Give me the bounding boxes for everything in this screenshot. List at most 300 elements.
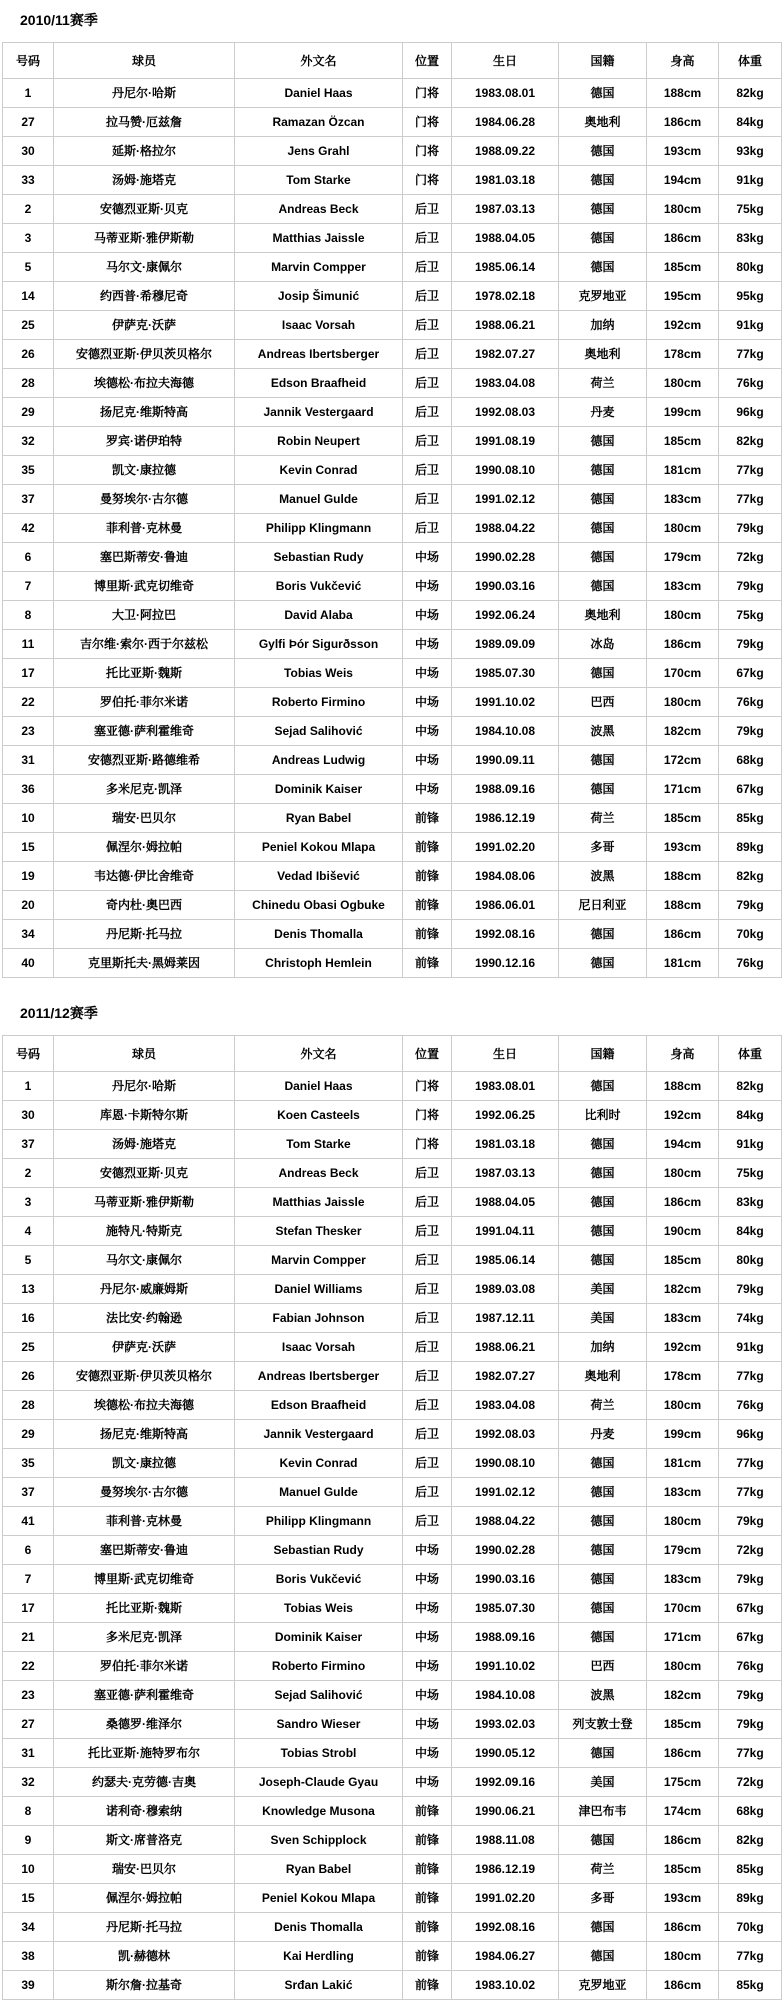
table-cell: 186cm	[647, 1187, 719, 1216]
table-cell: Fabian Johnson	[235, 1303, 403, 1332]
table-row	[3, 1738, 782, 1767]
col-header-birthday: 生日	[452, 42, 559, 78]
table-cell: 20	[3, 890, 54, 919]
table-cell: 89kg	[719, 1883, 782, 1912]
table-cell: 前锋	[403, 890, 452, 919]
table-cell: 后卫	[403, 339, 452, 368]
table-cell: 德国	[559, 484, 647, 513]
table-cell: 1987.12.11	[452, 1303, 559, 1332]
table-cell: 凯文·康拉德	[54, 1448, 235, 1477]
table-cell: 188cm	[647, 861, 719, 890]
table-cell: Robin Neupert	[235, 426, 403, 455]
table-cell: 1984.06.28	[452, 107, 559, 136]
table-cell: 奥地利	[559, 600, 647, 629]
table-cell: 丹尼尔·威廉姆斯	[54, 1274, 235, 1303]
table-cell: 23	[3, 1680, 54, 1709]
table-cell: 21	[3, 1622, 54, 1651]
table-cell: 后卫	[403, 1332, 452, 1361]
table-cell: 巴西	[559, 1651, 647, 1680]
table-cell: 188cm	[647, 1071, 719, 1100]
table-cell: 1985.07.30	[452, 1593, 559, 1622]
table-cell: 1988.04.22	[452, 513, 559, 542]
table-cell: Knowledge Musona	[235, 1796, 403, 1825]
table-cell: 1991.02.12	[452, 484, 559, 513]
table-cell: 1992.08.16	[452, 1912, 559, 1941]
table-cell: 后卫	[403, 1303, 452, 1332]
table-cell: 183cm	[647, 1303, 719, 1332]
table-row	[3, 1100, 782, 1129]
table-row	[3, 78, 782, 107]
table-cell: 施特凡·特斯克	[54, 1216, 235, 1245]
col-header-foreign-name: 外文名	[235, 42, 403, 78]
table-cell: 27	[3, 1709, 54, 1738]
table-cell: 德国	[559, 774, 647, 803]
table-cell: 183cm	[647, 1564, 719, 1593]
table-cell: 荷兰	[559, 1390, 647, 1419]
table-cell: 后卫	[403, 223, 452, 252]
table-cell: 188cm	[647, 78, 719, 107]
table-cell: 84kg	[719, 1100, 782, 1129]
table-cell: 15	[3, 832, 54, 861]
table-cell: 美国	[559, 1303, 647, 1332]
table-row	[3, 803, 782, 832]
table-cell: 1983.04.08	[452, 1390, 559, 1419]
table-cell: 德国	[559, 426, 647, 455]
table-cell: 中场	[403, 571, 452, 600]
table-row	[3, 165, 782, 194]
table-cell: 25	[3, 1332, 54, 1361]
table-cell: 德国	[559, 1216, 647, 1245]
table-cell: 中场	[403, 1564, 452, 1593]
table-cell: 中场	[403, 1767, 452, 1796]
table-row	[3, 1448, 782, 1477]
table-cell: 199cm	[647, 397, 719, 426]
table-cell: 1988.06.21	[452, 1332, 559, 1361]
table-cell: 冰岛	[559, 629, 647, 658]
table-cell: 中场	[403, 1593, 452, 1622]
table-cell: 82kg	[719, 78, 782, 107]
table-cell: Andreas Beck	[235, 194, 403, 223]
table-cell: 前锋	[403, 1796, 452, 1825]
table-cell: Peniel Kokou Mlapa	[235, 1883, 403, 1912]
season-title-2011-12: 2011/12赛季	[20, 1004, 98, 1021]
table-cell: 后卫	[403, 194, 452, 223]
table-cell: Koen Casteels	[235, 1100, 403, 1129]
table-row	[3, 252, 782, 281]
table-cell: 凯文·康拉德	[54, 455, 235, 484]
table-cell: Stefan Thesker	[235, 1216, 403, 1245]
table-cell: 后卫	[403, 281, 452, 310]
table-cell: 塞巴斯蒂安·鲁迪	[54, 1535, 235, 1564]
table-cell: 前锋	[403, 948, 452, 977]
table-cell: 27	[3, 107, 54, 136]
table-cell: 84kg	[719, 1216, 782, 1245]
table-cell: 扬尼克·维斯特高	[54, 1419, 235, 1448]
table-cell: Sebastian Rudy	[235, 1535, 403, 1564]
table-cell: 德国	[559, 1535, 647, 1564]
table-cell: 1986.12.19	[452, 803, 559, 832]
table-cell: 79kg	[719, 1564, 782, 1593]
table-cell: 韦达德·伊比舍维奇	[54, 861, 235, 890]
table-cell: 前锋	[403, 803, 452, 832]
table-cell: 31	[3, 745, 54, 774]
table-cell: Denis Thomalla	[235, 1912, 403, 1941]
table-cell: 28	[3, 1390, 54, 1419]
table-cell: 多米尼克·凯泽	[54, 774, 235, 803]
table-cell: 3	[3, 1187, 54, 1216]
table-cell: 1992.09.16	[452, 1767, 559, 1796]
table-cell: 7	[3, 1564, 54, 1593]
table-cell: Daniel Haas	[235, 78, 403, 107]
table-cell: 1985.07.30	[452, 658, 559, 687]
table-cell: Kai Herdling	[235, 1941, 403, 1970]
table-cell: 6	[3, 1535, 54, 1564]
table-cell: 罗伯托·菲尔米诺	[54, 1651, 235, 1680]
season-section-2010-11	[0, 12, 783, 978]
table-cell: Marvin Compper	[235, 1245, 403, 1274]
table-row	[3, 223, 782, 252]
table-cell: David Alaba	[235, 600, 403, 629]
table-cell: 1988.04.22	[452, 1506, 559, 1535]
table-cell: 塞亚德·萨利霍维奇	[54, 716, 235, 745]
table-row	[3, 1651, 782, 1680]
table-cell: Boris Vukčević	[235, 571, 403, 600]
table-cell: 82kg	[719, 1071, 782, 1100]
table-cell: 1990.08.10	[452, 455, 559, 484]
table-cell: Matthias Jaissle	[235, 223, 403, 252]
table-cell: 11	[3, 629, 54, 658]
table-cell: 180cm	[647, 1651, 719, 1680]
col-header-position: 位置	[403, 42, 452, 78]
table-cell: 1991.10.02	[452, 1651, 559, 1680]
table-cell: 1993.02.03	[452, 1709, 559, 1738]
table-cell: 186cm	[647, 629, 719, 658]
table-cell: 中场	[403, 745, 452, 774]
table-cell: 菲利普·克林曼	[54, 513, 235, 542]
table-cell: 马尔文·康佩尔	[54, 252, 235, 281]
table-cell: 中场	[403, 629, 452, 658]
table-cell: 174cm	[647, 1796, 719, 1825]
table-cell: 波黑	[559, 716, 647, 745]
table-row	[3, 1941, 782, 1970]
table-cell: 37	[3, 1477, 54, 1506]
table-cell: 172cm	[647, 745, 719, 774]
table-cell: 75kg	[719, 600, 782, 629]
table-cell: 1988.09.16	[452, 1622, 559, 1651]
squad-table-body-2011-12	[3, 1071, 782, 1999]
table-cell: 1989.03.08	[452, 1274, 559, 1303]
table-row	[3, 1187, 782, 1216]
table-cell: 1981.03.18	[452, 1129, 559, 1158]
table-cell: 7	[3, 571, 54, 600]
table-cell: 75kg	[719, 1158, 782, 1187]
table-cell: Marvin Compper	[235, 252, 403, 281]
table-cell: 181cm	[647, 455, 719, 484]
table-cell: Manuel Gulde	[235, 484, 403, 513]
table-cell: 79kg	[719, 1274, 782, 1303]
table-cell: 1	[3, 1071, 54, 1100]
table-row	[3, 339, 782, 368]
table-cell: 托比亚斯·魏斯	[54, 1593, 235, 1622]
table-cell: 185cm	[647, 426, 719, 455]
table-cell: 后卫	[403, 1216, 452, 1245]
table-cell: 埃德松·布拉夫海德	[54, 368, 235, 397]
table-cell: Jens Grahl	[235, 136, 403, 165]
table-cell: 93kg	[719, 136, 782, 165]
table-cell: 曼努埃尔·古尔德	[54, 484, 235, 513]
table-cell: 39	[3, 1970, 54, 1999]
table-cell: 192cm	[647, 1100, 719, 1129]
table-cell: 171cm	[647, 1622, 719, 1651]
table-cell: Edson Braafheid	[235, 368, 403, 397]
table-cell: 后卫	[403, 1187, 452, 1216]
table-cell: 后卫	[403, 397, 452, 426]
table-cell: 178cm	[647, 339, 719, 368]
table-cell: 德国	[559, 1738, 647, 1767]
table-cell: 82kg	[719, 861, 782, 890]
table-cell: 荷兰	[559, 1854, 647, 1883]
table-cell: 拉马赞·厄兹詹	[54, 107, 235, 136]
table-cell: 8	[3, 1796, 54, 1825]
table-cell: 门将	[403, 1129, 452, 1158]
table-cell: 80kg	[719, 1245, 782, 1274]
table-cell: 67kg	[719, 1593, 782, 1622]
table-cell: 前锋	[403, 1941, 452, 1970]
table-cell: 185cm	[647, 252, 719, 281]
table-cell: 丹麦	[559, 1419, 647, 1448]
table-cell: 37	[3, 1129, 54, 1158]
table-cell: 83kg	[719, 1187, 782, 1216]
table-row	[3, 1680, 782, 1709]
table-cell: 德国	[559, 252, 647, 281]
table-row	[3, 948, 782, 977]
table-cell: 德国	[559, 1158, 647, 1187]
table-cell: 195cm	[647, 281, 719, 310]
table-cell: 1990.02.28	[452, 542, 559, 571]
table-cell: 79kg	[719, 1506, 782, 1535]
table-cell: Ryan Babel	[235, 1854, 403, 1883]
table-row	[3, 513, 782, 542]
table-cell: 安德烈亚斯·贝克	[54, 1158, 235, 1187]
table-row	[3, 1361, 782, 1390]
table-cell: 津巴布韦	[559, 1796, 647, 1825]
table-cell: 67kg	[719, 1622, 782, 1651]
table-cell: 32	[3, 1767, 54, 1796]
table-cell: Sven Schipplock	[235, 1825, 403, 1854]
table-cell: Daniel Haas	[235, 1071, 403, 1100]
table-row	[3, 832, 782, 861]
table-cell: 后卫	[403, 1506, 452, 1535]
table-cell: 中场	[403, 1738, 452, 1767]
table-cell: 79kg	[719, 629, 782, 658]
table-cell: 汤姆·施塔克	[54, 165, 235, 194]
table-cell: 194cm	[647, 165, 719, 194]
table-cell: 美国	[559, 1274, 647, 1303]
table-cell: 后卫	[403, 1158, 452, 1187]
table-cell: 德国	[559, 1825, 647, 1854]
table-cell: 77kg	[719, 1477, 782, 1506]
table-cell: 180cm	[647, 1941, 719, 1970]
table-row	[3, 1593, 782, 1622]
table-cell: 79kg	[719, 513, 782, 542]
table-row	[3, 107, 782, 136]
table-cell: Edson Braafheid	[235, 1390, 403, 1419]
table-cell: 塞巴斯蒂安·鲁迪	[54, 542, 235, 571]
table-header-row	[3, 42, 782, 78]
squad-table-2010-11	[2, 42, 782, 978]
table-cell: 34	[3, 919, 54, 948]
table-cell: 1	[3, 78, 54, 107]
table-cell: Peniel Kokou Mlapa	[235, 832, 403, 861]
table-cell: Isaac Vorsah	[235, 310, 403, 339]
table-row	[3, 1796, 782, 1825]
table-cell: Andreas Ibertsberger	[235, 1361, 403, 1390]
table-cell: 192cm	[647, 1332, 719, 1361]
table-cell: 后卫	[403, 252, 452, 281]
table-row	[3, 1274, 782, 1303]
table-cell: 前锋	[403, 1970, 452, 1999]
table-cell: 斯尔詹·拉基奇	[54, 1970, 235, 1999]
table-cell: Josip Šimunić	[235, 281, 403, 310]
table-cell: 中场	[403, 774, 452, 803]
table-cell: Jannik Vestergaard	[235, 1419, 403, 1448]
table-cell: 91kg	[719, 1129, 782, 1158]
table-row	[3, 1129, 782, 1158]
table-cell: 85kg	[719, 1854, 782, 1883]
table-cell: 79kg	[719, 890, 782, 919]
table-cell: 瑞安·巴贝尔	[54, 1854, 235, 1883]
table-cell: 5	[3, 1245, 54, 1274]
table-cell: 1981.03.18	[452, 165, 559, 194]
table-row	[3, 1709, 782, 1738]
table-cell: 1992.06.24	[452, 600, 559, 629]
table-cell: 178cm	[647, 1361, 719, 1390]
table-cell: 186cm	[647, 1825, 719, 1854]
table-cell: 1990.09.11	[452, 745, 559, 774]
table-cell: 193cm	[647, 832, 719, 861]
table-cell: 前锋	[403, 919, 452, 948]
table-cell: 95kg	[719, 281, 782, 310]
table-cell: Christoph Hemlein	[235, 948, 403, 977]
table-cell: 德国	[559, 165, 647, 194]
table-cell: 德国	[559, 513, 647, 542]
table-cell: 182cm	[647, 1680, 719, 1709]
table-cell: 门将	[403, 107, 452, 136]
table-cell: Tobias Weis	[235, 1593, 403, 1622]
table-cell: 德国	[559, 658, 647, 687]
table-cell: 72kg	[719, 1535, 782, 1564]
season-title-2010-11: 2010/11赛季	[20, 12, 98, 28]
table-cell: 3	[3, 223, 54, 252]
table-cell: 1990.02.28	[452, 1535, 559, 1564]
table-row	[3, 1564, 782, 1593]
table-cell: Sandro Wieser	[235, 1709, 403, 1738]
table-row	[3, 890, 782, 919]
table-cell: 77kg	[719, 455, 782, 484]
col-header-nationality: 国籍	[559, 1035, 647, 1071]
table-cell: 89kg	[719, 832, 782, 861]
table-cell: 171cm	[647, 774, 719, 803]
table-cell: 德国	[559, 1941, 647, 1970]
table-row	[3, 194, 782, 223]
table-cell: 29	[3, 1419, 54, 1448]
table-cell: Sebastian Rudy	[235, 542, 403, 571]
table-cell: 34	[3, 1912, 54, 1941]
table-cell: Philipp Klingmann	[235, 1506, 403, 1535]
table-cell: 72kg	[719, 1767, 782, 1796]
table-cell: 35	[3, 455, 54, 484]
table-cell: 77kg	[719, 1448, 782, 1477]
table-cell: 前锋	[403, 1883, 452, 1912]
table-cell: 76kg	[719, 948, 782, 977]
table-cell: 大卫·阿拉巴	[54, 600, 235, 629]
table-cell: 后卫	[403, 1245, 452, 1274]
table-cell: 199cm	[647, 1419, 719, 1448]
table-cell: 19	[3, 861, 54, 890]
table-row	[3, 629, 782, 658]
table-cell: 91kg	[719, 310, 782, 339]
table-cell: 1991.02.12	[452, 1477, 559, 1506]
table-cell: Srđan Lakić	[235, 1970, 403, 1999]
table-cell: 96kg	[719, 1419, 782, 1448]
table-cell: 193cm	[647, 1883, 719, 1912]
season-section-2011-12	[0, 1005, 783, 2000]
table-cell: 托比亚斯·施特罗布尔	[54, 1738, 235, 1767]
table-cell: 1983.10.02	[452, 1970, 559, 1999]
table-cell: 约瑟夫·克劳德·吉奥	[54, 1767, 235, 1796]
table-cell: 丹尼尔·哈斯	[54, 78, 235, 107]
table-cell: 德国	[559, 919, 647, 948]
table-cell: 185cm	[647, 1854, 719, 1883]
table-cell: 前锋	[403, 1854, 452, 1883]
table-row	[3, 571, 782, 600]
table-cell: 1992.06.25	[452, 1100, 559, 1129]
table-cell: 2	[3, 194, 54, 223]
table-cell: 6	[3, 542, 54, 571]
table-cell: 德国	[559, 1506, 647, 1535]
table-cell: 82kg	[719, 426, 782, 455]
table-cell: 79kg	[719, 1680, 782, 1709]
table-cell: 42	[3, 513, 54, 542]
table-cell: 10	[3, 803, 54, 832]
table-cell: 85kg	[719, 803, 782, 832]
table-cell: 180cm	[647, 513, 719, 542]
table-cell: 170cm	[647, 658, 719, 687]
table-cell: 1983.04.08	[452, 368, 559, 397]
table-cell: 中场	[403, 600, 452, 629]
table-cell: 1988.04.05	[452, 223, 559, 252]
table-cell: 8	[3, 600, 54, 629]
table-cell: 1984.06.27	[452, 1941, 559, 1970]
table-cell: 德国	[559, 745, 647, 774]
col-header-foreign-name: 外文名	[235, 1035, 403, 1071]
table-cell: 德国	[559, 136, 647, 165]
table-cell: 马尔文·康佩尔	[54, 1245, 235, 1274]
col-header-weight: 体重	[719, 42, 782, 78]
table-cell: 德国	[559, 1912, 647, 1941]
table-cell: 170cm	[647, 1593, 719, 1622]
table-cell: 1991.02.20	[452, 1883, 559, 1912]
squad-page	[0, 12, 783, 2000]
table-cell: Denis Thomalla	[235, 919, 403, 948]
table-row	[3, 1767, 782, 1796]
table-cell: 瑞安·巴贝尔	[54, 803, 235, 832]
table-cell: 1988.06.21	[452, 310, 559, 339]
table-cell: 奥地利	[559, 107, 647, 136]
table-cell: 180cm	[647, 194, 719, 223]
table-row	[3, 1854, 782, 1883]
table-cell: 181cm	[647, 1448, 719, 1477]
